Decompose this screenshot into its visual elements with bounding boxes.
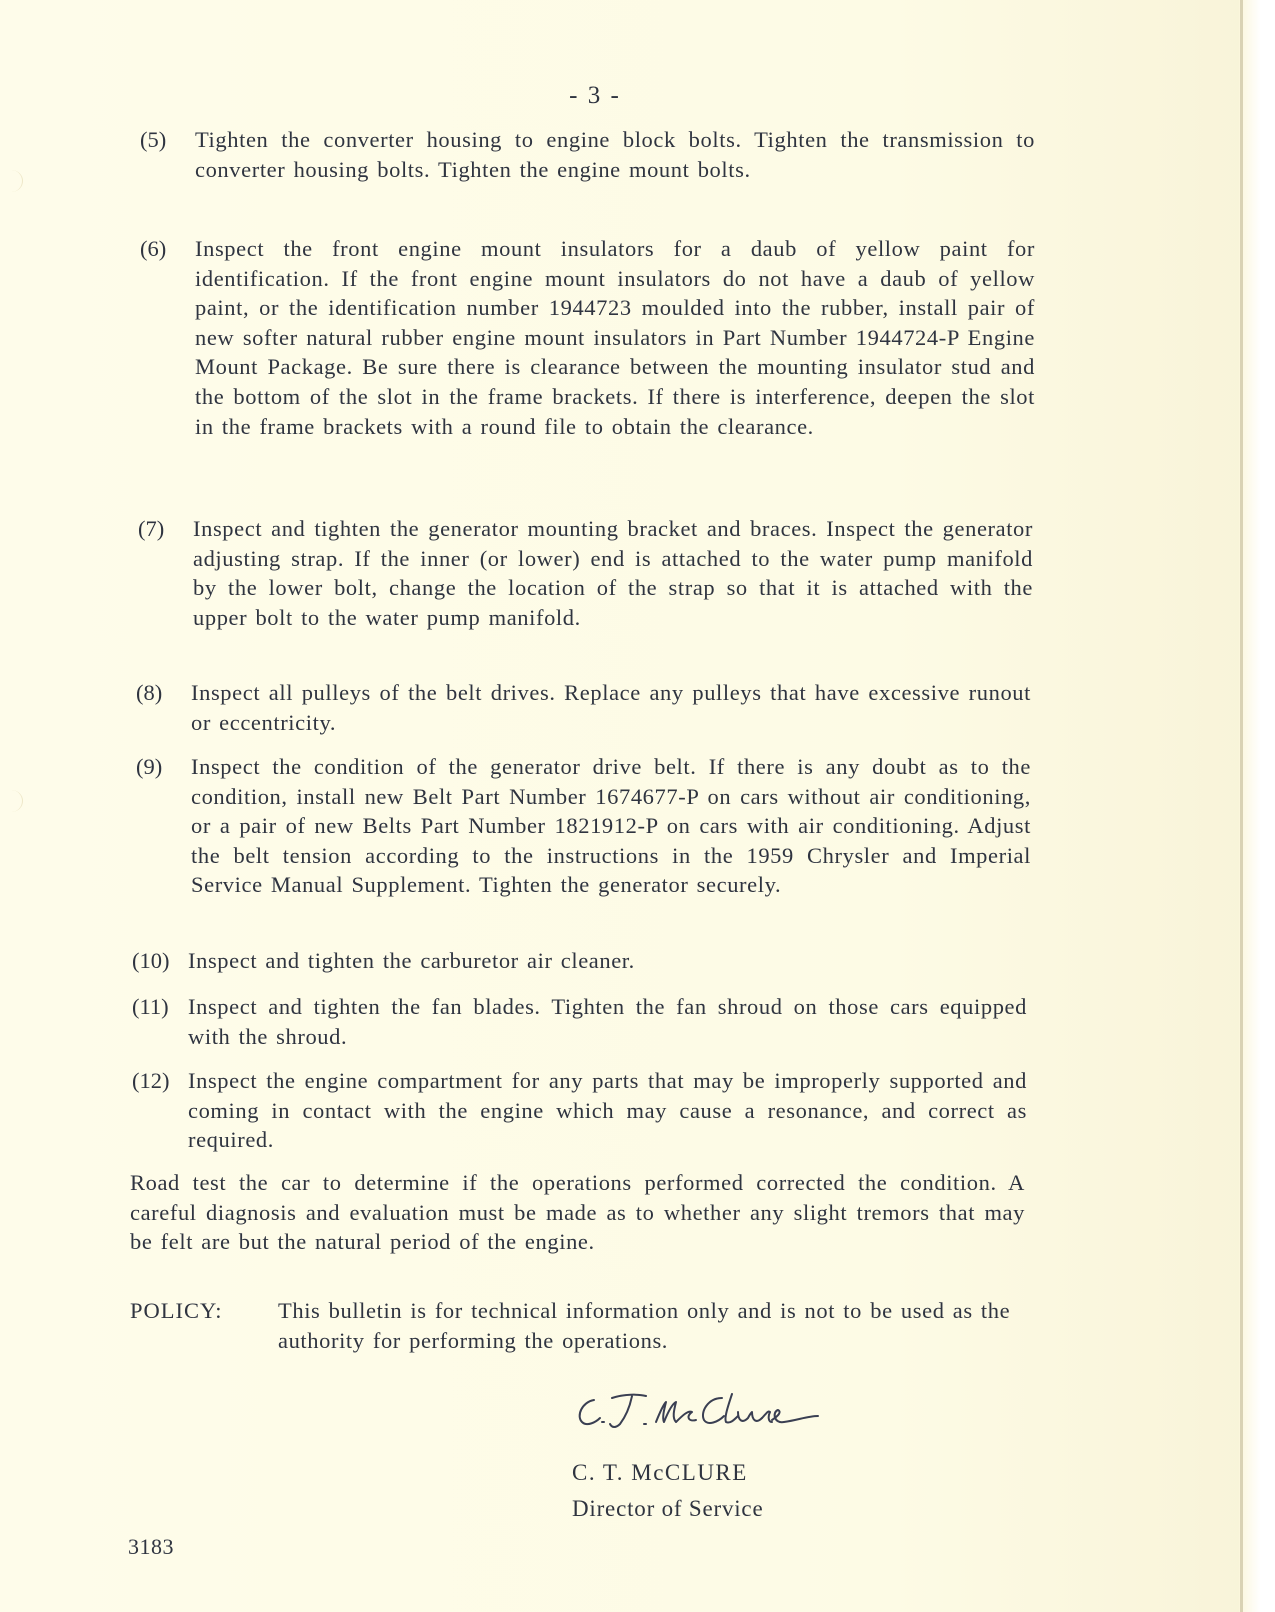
signer-title: Director of Service [572,1496,764,1521]
handwritten-signature [572,1382,822,1440]
item-text: Inspect and tighten the carburetor air cleaner. [188,948,635,973]
item-text: Inspect and tighten the generator mounting bracket and braces. Inspect the generator adjusting strap. If the inner (or lower) end is attached to the water pump manifold by the lower bolt, change the location of the strap so that it is attached with the upper bolt to the water pump manifold. [193,516,1033,630]
item-text: Tighten the converter housing to engine block bolts. Tighten the transmission to converter housing bolts. Tighten the engine mount bolts. [195,127,1035,182]
item-text: Inspect the engine compartment for any parts that may be improperly supported and coming in contact with the engine which may cause a resonance, and correct as required. [188,1068,1027,1153]
item-number: (12) [132,1068,170,1093]
page-edge-line [1240,0,1243,1612]
item-text: Inspect the front engine mount insulators for a daub of yellow paint for identification. If the front engine mount insulators do not have a daub of yellow paint, or the identification number 1944723 moulded into the rubber, install pair of new softer natural rubber engine mount insulators in Part Number 1944724-P Engine Mount Package. Be sure there is clearance between the mounting insulator stud and the bottom of the slot in the frame brackets. If there is interference, deepen the slot in the frame brackets with a round file to obtain the clearance. [195,236,1035,439]
page-number: - 3 - [569,82,621,109]
item-text: Inspect all pulleys of the belt drives. Replace any pulleys that have excessive runout or eccentricity. [191,680,1031,735]
list-item [140,125,1035,184]
item-number: (10) [132,948,170,973]
list-item [132,1066,1027,1155]
item-text: Inspect and tighten the fan blades. Tighten the fan shroud on those cars equipped with the shroud. [188,994,1027,1049]
list-item [132,946,1027,976]
policy-block [130,1296,1025,1355]
document-number: 3183 [128,1534,174,1559]
policy-text: This bulletin is for technical information only and is not to be used as the authority for performing the operations. [278,1298,1011,1353]
punch-hole-mark [0,170,23,192]
list-item [140,234,1035,441]
page-edge [1239,0,1275,1612]
closing-paragraph: Road test the car to determine if the operations performed corrected the condition. A careful diagnosis and evaluation must be made as to whether any slight tremors that may be felt are but the natural period of the engine. [130,1170,1025,1255]
item-text: Inspect the condition of the generator drive belt. If there is any doubt as to the condition, install new Belt Part Number 1674677-P on cars without air conditioning, or a pair of new Belts Part Number 1821912-P on cars with air conditioning. Adjust the belt tension according to the instructions in the 1959 Chrysler and Imperial Service Manual Supplement. Tighten the generator securely. [191,754,1031,898]
item-number: (6) [140,236,167,261]
item-number: (7) [138,516,165,541]
punch-hole-mark [0,790,23,812]
item-number: (5) [140,127,167,152]
item-number: (9) [136,754,163,779]
item-number: (11) [132,994,169,1019]
list-item [136,678,1031,737]
list-item [136,752,1031,900]
list-item [132,992,1027,1051]
policy-label: POLICY: [130,1298,223,1323]
item-number: (8) [136,680,163,705]
signer-name: C. T. McCLURE [572,1460,748,1485]
list-item [138,514,1033,632]
